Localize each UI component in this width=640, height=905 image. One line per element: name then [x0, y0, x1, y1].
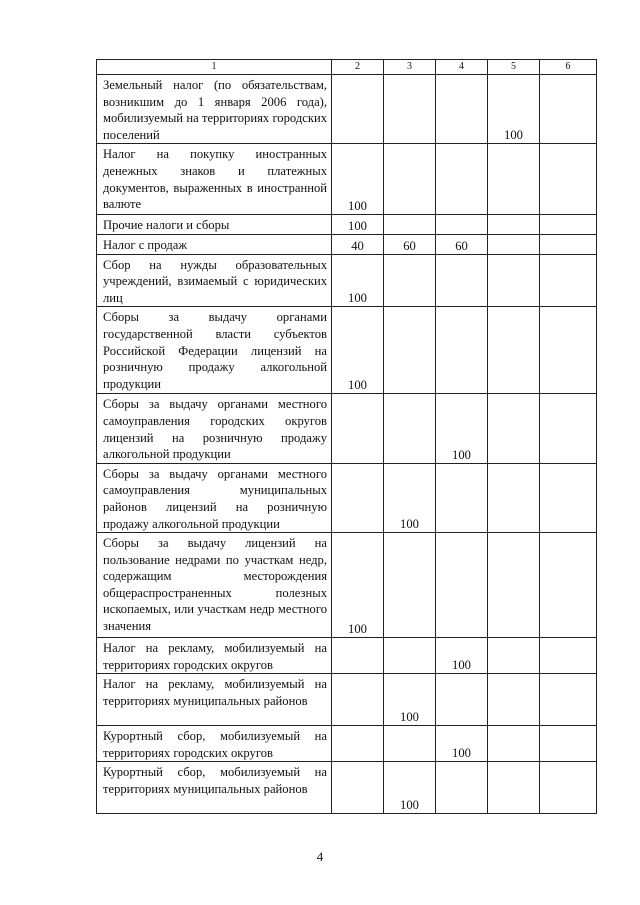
percent-cell [384, 75, 436, 144]
percent-cell: 60 [384, 234, 436, 254]
percent-cell: 40 [332, 234, 384, 254]
table-row [97, 533, 597, 638]
percent-cell [384, 638, 436, 674]
table-row [97, 638, 597, 674]
percent-cell [540, 463, 597, 532]
page-number: 4 [316, 849, 324, 864]
percent-cell [540, 234, 597, 254]
percent-cell [332, 638, 384, 674]
percent-cell [540, 75, 597, 144]
percent-cell [384, 144, 436, 215]
percent-cell [436, 674, 488, 726]
percent-cell [332, 75, 384, 144]
tax-name-cell: Сборы за выдачу лицензий на пользование недрами по участкам недр, содержащим месторождения общераспространенных полезных ископаемых, или участкам недр местного значения [97, 533, 332, 638]
tax-name-cell: Налог на рекламу, мобилизуемый на территориях городских округов [97, 638, 332, 674]
percent-cell [436, 215, 488, 235]
percent-cell [488, 394, 540, 463]
column-header: 4 [436, 60, 488, 75]
percent-cell: 100 [488, 75, 540, 144]
tax-name-cell: Сбор на нужды образовательных учреждений, взимаемый с юридических лиц [97, 254, 332, 307]
table-row [97, 307, 597, 394]
percent-cell [332, 463, 384, 532]
percent-cell [488, 674, 540, 726]
percent-cell [540, 533, 597, 638]
budget-distribution-table [96, 59, 597, 814]
percent-cell [488, 762, 540, 814]
percent-cell: 100 [332, 215, 384, 235]
percent-cell: 100 [384, 463, 436, 532]
tax-name-cell: Налог с продаж [97, 234, 332, 254]
percent-cell [488, 215, 540, 235]
column-header: 5 [488, 60, 540, 75]
percent-cell: 100 [436, 394, 488, 463]
percent-cell [332, 726, 384, 762]
percent-cell [436, 75, 488, 144]
table-row [97, 234, 597, 254]
column-header: 3 [384, 60, 436, 75]
column-header: 1 [97, 60, 332, 75]
percent-cell: 100 [384, 762, 436, 814]
percent-cell [540, 215, 597, 235]
percent-cell: 100 [332, 533, 384, 638]
percent-cell [488, 533, 540, 638]
percent-cell [488, 144, 540, 215]
table-row [97, 144, 597, 215]
table-row [97, 394, 597, 463]
percent-cell: 100 [384, 674, 436, 726]
percent-cell [488, 638, 540, 674]
percent-cell [332, 762, 384, 814]
table-row [97, 726, 597, 762]
tax-name-cell: Земельный налог (по обязательствам, возникшим до 1 января 2006 года), мобилизуемый на территориях городских поселений [97, 75, 332, 144]
percent-cell [540, 144, 597, 215]
percent-cell [488, 254, 540, 307]
table-row [97, 463, 597, 532]
percent-cell: 100 [436, 726, 488, 762]
percent-cell [384, 254, 436, 307]
tax-name-cell: Налог на покупку иностранных денежных знаков и платежных документов, выраженных в иностранной валюте [97, 144, 332, 215]
tax-name-cell: Сборы за выдачу органами государственной власти субъектов Российской Федерации лицензий на розничную продажу алкогольной продукции [97, 307, 332, 394]
table-row [97, 762, 597, 814]
percent-cell: 60 [436, 234, 488, 254]
percent-cell [436, 762, 488, 814]
percent-cell: 100 [436, 638, 488, 674]
table-row [97, 254, 597, 307]
percent-cell [332, 394, 384, 463]
tax-name-cell: Сборы за выдачу органами местного самоуправления муниципальных районов лицензий на розничную продажу алкогольной продукции [97, 463, 332, 532]
percent-cell [540, 307, 597, 394]
percent-cell [540, 674, 597, 726]
percent-cell [384, 533, 436, 638]
percent-cell [488, 726, 540, 762]
percent-cell [540, 762, 597, 814]
percent-cell [436, 144, 488, 215]
tax-name-cell: Сборы за выдачу органами местного самоуправления городских округов лицензий на розничную продажу алкогольной продукции [97, 394, 332, 463]
percent-cell [540, 254, 597, 307]
percent-cell [436, 533, 488, 638]
percent-cell: 100 [332, 307, 384, 394]
percent-cell [436, 463, 488, 532]
table-row [97, 75, 597, 144]
budget-distribution-table-container [96, 59, 596, 814]
percent-cell [488, 463, 540, 532]
percent-cell [488, 234, 540, 254]
percent-cell [540, 638, 597, 674]
percent-cell [436, 307, 488, 394]
tax-name-cell: Прочие налоги и сборы [97, 215, 332, 235]
percent-cell: 100 [332, 254, 384, 307]
tax-name-cell: Курортный сбор, мобилизуемый на территориях муниципальных районов [97, 762, 332, 814]
percent-cell: 100 [332, 144, 384, 215]
percent-cell [332, 674, 384, 726]
percent-cell [384, 215, 436, 235]
table-row [97, 215, 597, 235]
percent-cell [436, 254, 488, 307]
percent-cell [384, 307, 436, 394]
percent-cell [384, 726, 436, 762]
column-number-header-row [97, 60, 597, 75]
tax-name-cell: Курортный сбор, мобилизуемый на территориях городских округов [97, 726, 332, 762]
percent-cell [384, 394, 436, 463]
percent-cell [488, 307, 540, 394]
percent-cell [540, 726, 597, 762]
percent-cell [540, 394, 597, 463]
tax-name-cell: Налог на рекламу, мобилизуемый на территориях муниципальных районов [97, 674, 332, 726]
column-header: 6 [540, 60, 597, 75]
table-row [97, 674, 597, 726]
column-header: 2 [332, 60, 384, 75]
